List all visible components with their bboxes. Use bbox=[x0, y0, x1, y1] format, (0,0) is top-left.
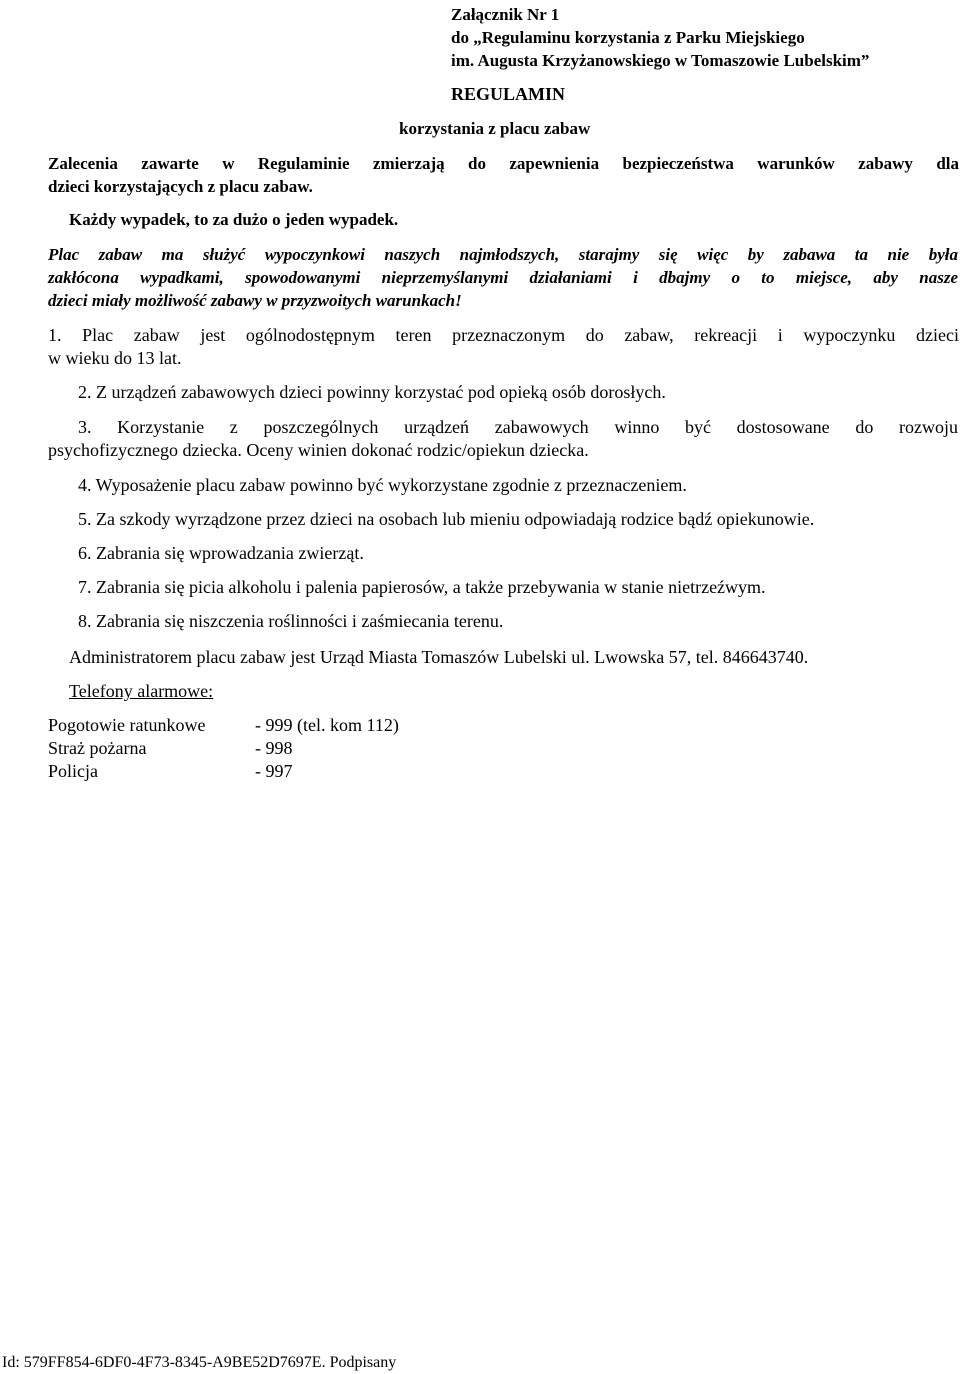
appeal-text: zakłócona wypadkami, spowodowanymi nieprzemyślanymi działaniami i dbajmy o to miejsce, aby nasze bbox=[48, 268, 958, 287]
rule-7: 7. Zabrania się picia alkoholu i palenia papierosów, a także przebywania w stanie nietrzeźwym. bbox=[78, 577, 766, 597]
phone-name: Straż pożarna bbox=[48, 738, 147, 758]
rule-3-continued: psychofizycznego dziecka. Oceny winien dokonać rodzic/opiekun dziecka. bbox=[48, 440, 589, 460]
attachment-reference-line: im. Augusta Krzyżanowskiego w Tomaszowie Lubelskim” bbox=[451, 51, 870, 70]
rule-4: 4. Wyposażenie placu zabaw powinno być wykorzystane zgodnie z przeznaczeniem. bbox=[78, 475, 687, 495]
rule-3: 3. Korzystanie z poszczególnych urządzeń zabawowych winno być dostosowane do rozwoju bbox=[78, 417, 958, 437]
intro-text: Zalecenia zawarte w Regulaminie zmierzają do zapewnienia bezpieczeństwa warunków zabawy dla bbox=[48, 154, 959, 173]
phone-name: Policja bbox=[48, 761, 98, 781]
phone-number: - 998 bbox=[255, 738, 293, 758]
document-title: REGULAMIN bbox=[451, 84, 566, 104]
rule-2: 2. Z urządzeń zabawowych dzieci powinny korzystać pod opieką osób dorosłych. bbox=[78, 382, 666, 402]
rule-1-continued: w wieku do 13 lat. bbox=[48, 348, 182, 368]
document-subtitle: korzystania z placu zabaw bbox=[399, 119, 591, 138]
attachment-title: Załącznik Nr 1 bbox=[451, 5, 560, 24]
phone-number: - 999 (tel. kom 112) bbox=[255, 715, 399, 735]
phones-heading: Telefony alarmowe: bbox=[69, 681, 214, 701]
rule-8: 8. Zabrania się niszczenia roślinności i zaśmiecania terenu. bbox=[78, 611, 504, 631]
administrator-info: Administratorem placu zabaw jest Urząd Miasta Tomaszów Lubelski ul. Lwowska 57, tel. 846643740. bbox=[69, 647, 809, 667]
phone-number: - 997 bbox=[255, 761, 293, 781]
document-id-footer: Id: 579FF854-6DF0-4F73-8345-A9BE52D7697E. Podpisany bbox=[2, 1354, 397, 1371]
rule-6: 6. Zabrania się wprowadzania zwierząt. bbox=[78, 543, 364, 563]
motto: Każdy wypadek, to za dużo o jeden wypadek. bbox=[69, 210, 399, 229]
phone-name: Pogotowie ratunkowe bbox=[48, 715, 206, 735]
attachment-reference-line: do „Regulaminu korzystania z Parku Miejskiego bbox=[451, 28, 805, 47]
intro-text: dzieci korzystających z placu zabaw. bbox=[48, 177, 313, 196]
rule-1: 1. Plac zabaw jest ogólnodostępnym teren przeznaczonym do zabaw, rekreacji i wypoczynku dzieci bbox=[48, 325, 959, 345]
rule-5: 5. Za szkody wyrządzone przez dzieci na osobach lub mieniu odpowiadają rodzice bądź opiekunowie. bbox=[78, 509, 815, 529]
appeal-text: Plac zabaw ma służyć wypoczynkowi naszych najmłodszych, starajmy się więc by zabawa ta nie była bbox=[48, 245, 958, 264]
appeal-text: dzieci miały możliwość zabawy w przyzwoitych warunkach! bbox=[48, 291, 462, 310]
